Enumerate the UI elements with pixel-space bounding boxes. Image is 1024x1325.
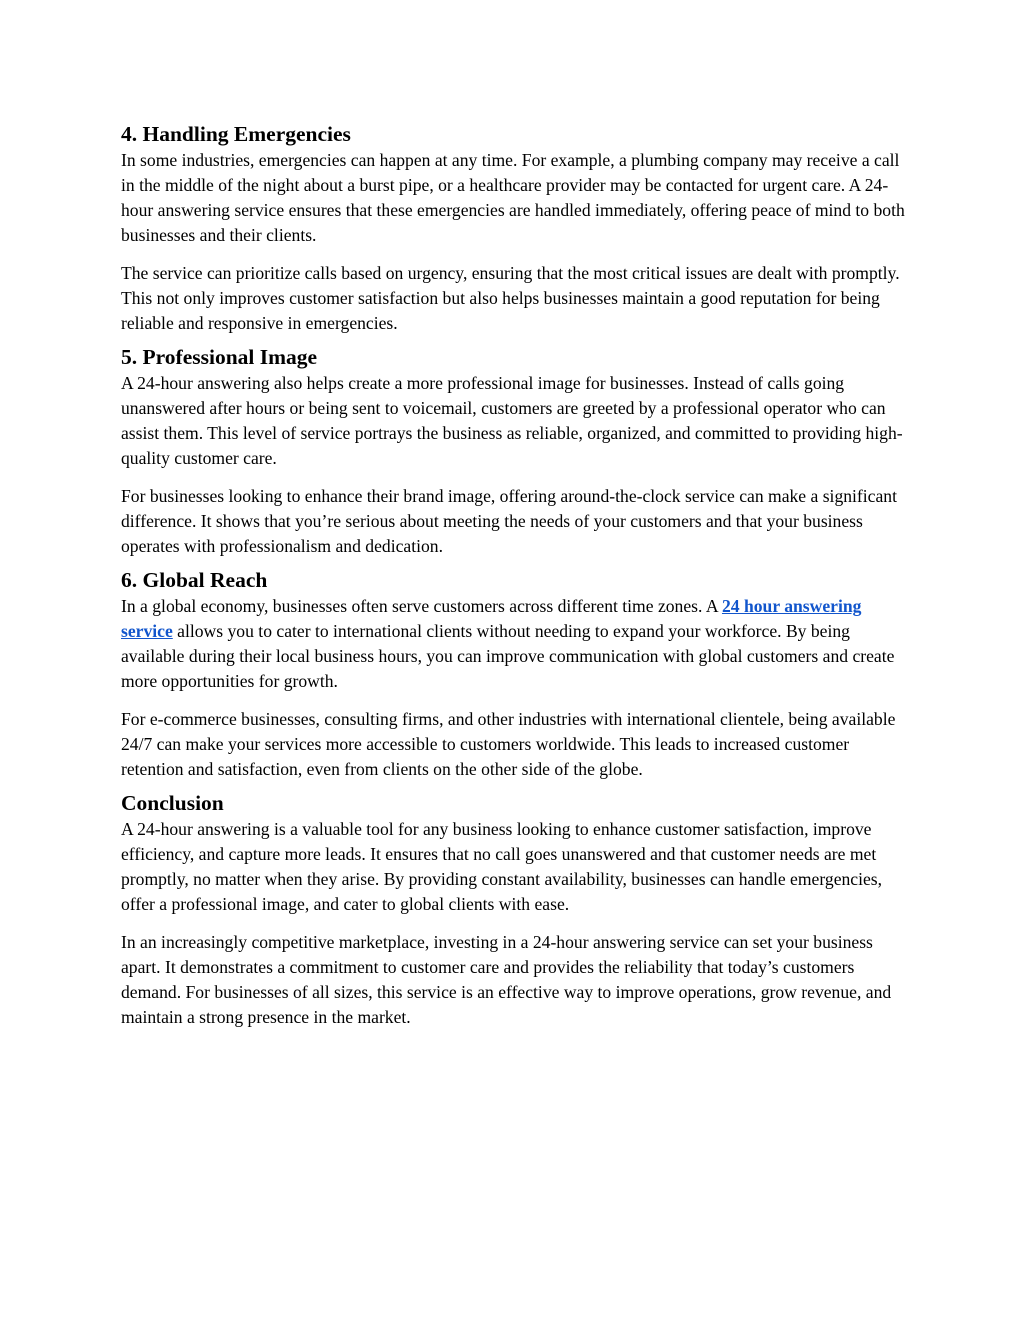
section-global-reach xyxy=(121,566,911,782)
section-handling-emergencies xyxy=(121,120,911,336)
section-heading: 4. Handling Emergencies xyxy=(121,122,351,146)
paragraph-text-after-link: allows you to cater to international clients without needing to expand your workforce. By being available during their local business hours, you can improve communication with global customers and create more opportunities for growth. xyxy=(121,621,895,691)
paragraph: The service can prioritize calls based on urgency, ensuring that the most critical issues are dealt with promptly. This not only improves customer satisfaction but also helps businesses maintain a good reputation for being reliable and responsive in emergencies. xyxy=(121,263,900,333)
paragraph: In an increasingly competitive marketplace, investing in a 24-hour answering service can set your business apart. It demonstrates a commitment to customer care and provides the reliability that today’s customers demand. For businesses of all sizes, this service is an effective way to improve operations, grow revenue, and maintain a strong presence in the market. xyxy=(121,932,892,1027)
paragraph: In some industries, emergencies can happen at any time. For example, a plumbing company may receive a call in the middle of the night about a burst pipe, or a healthcare provider may be contacted for urgent care. A 24-hour answering service ensures that these emergencies are handled immediately, offering peace of mind to both businesses and their clients. xyxy=(121,150,905,245)
section-heading: 5. Professional Image xyxy=(121,345,318,369)
paragraph: For e-commerce businesses, consulting firms, and other industries with international clientele, being available 24/7 can make your services more accessible to customers worldwide. This leads to increased customer retention and satisfaction, even from clients on the other side of the globe. xyxy=(121,709,896,779)
section-heading: Conclusion xyxy=(121,791,224,815)
section-conclusion xyxy=(121,789,911,1030)
paragraph: A 24-hour answering is a valuable tool for any business looking to enhance customer satisfaction, improve efficiency, and capture more leads. It ensures that no call goes unanswered and that customer needs are met promptly, no matter when they arise. By providing constant availability, businesses can handle emergencies, offer a professional image, and cater to global clients with ease. xyxy=(121,819,883,914)
answering-service-link[interactable]: 24 hour answering service xyxy=(121,596,862,641)
section-professional-image xyxy=(121,343,911,559)
paragraph: For businesses looking to enhance their brand image, offering around-the-clock service can make a significant difference. It shows that you’re serious about meeting the needs of your customers and that your business operates with professionalism and dedication. xyxy=(121,486,897,556)
paragraph-text-before-link: In a global economy, businesses often serve customers across different time zones. A xyxy=(121,596,722,616)
document-page xyxy=(121,120,911,1030)
paragraph-with-link xyxy=(121,594,911,694)
section-heading: 6. Global Reach xyxy=(121,568,268,592)
paragraph: A 24-hour answering also helps create a more professional image for businesses. Instead of calls going unanswered after hours or being sent to voicemail, customers are greeted by a professional operator who can assist them. This level of service portrays the business as reliable, organized, and committed to providing high-quality customer care. xyxy=(121,373,903,468)
